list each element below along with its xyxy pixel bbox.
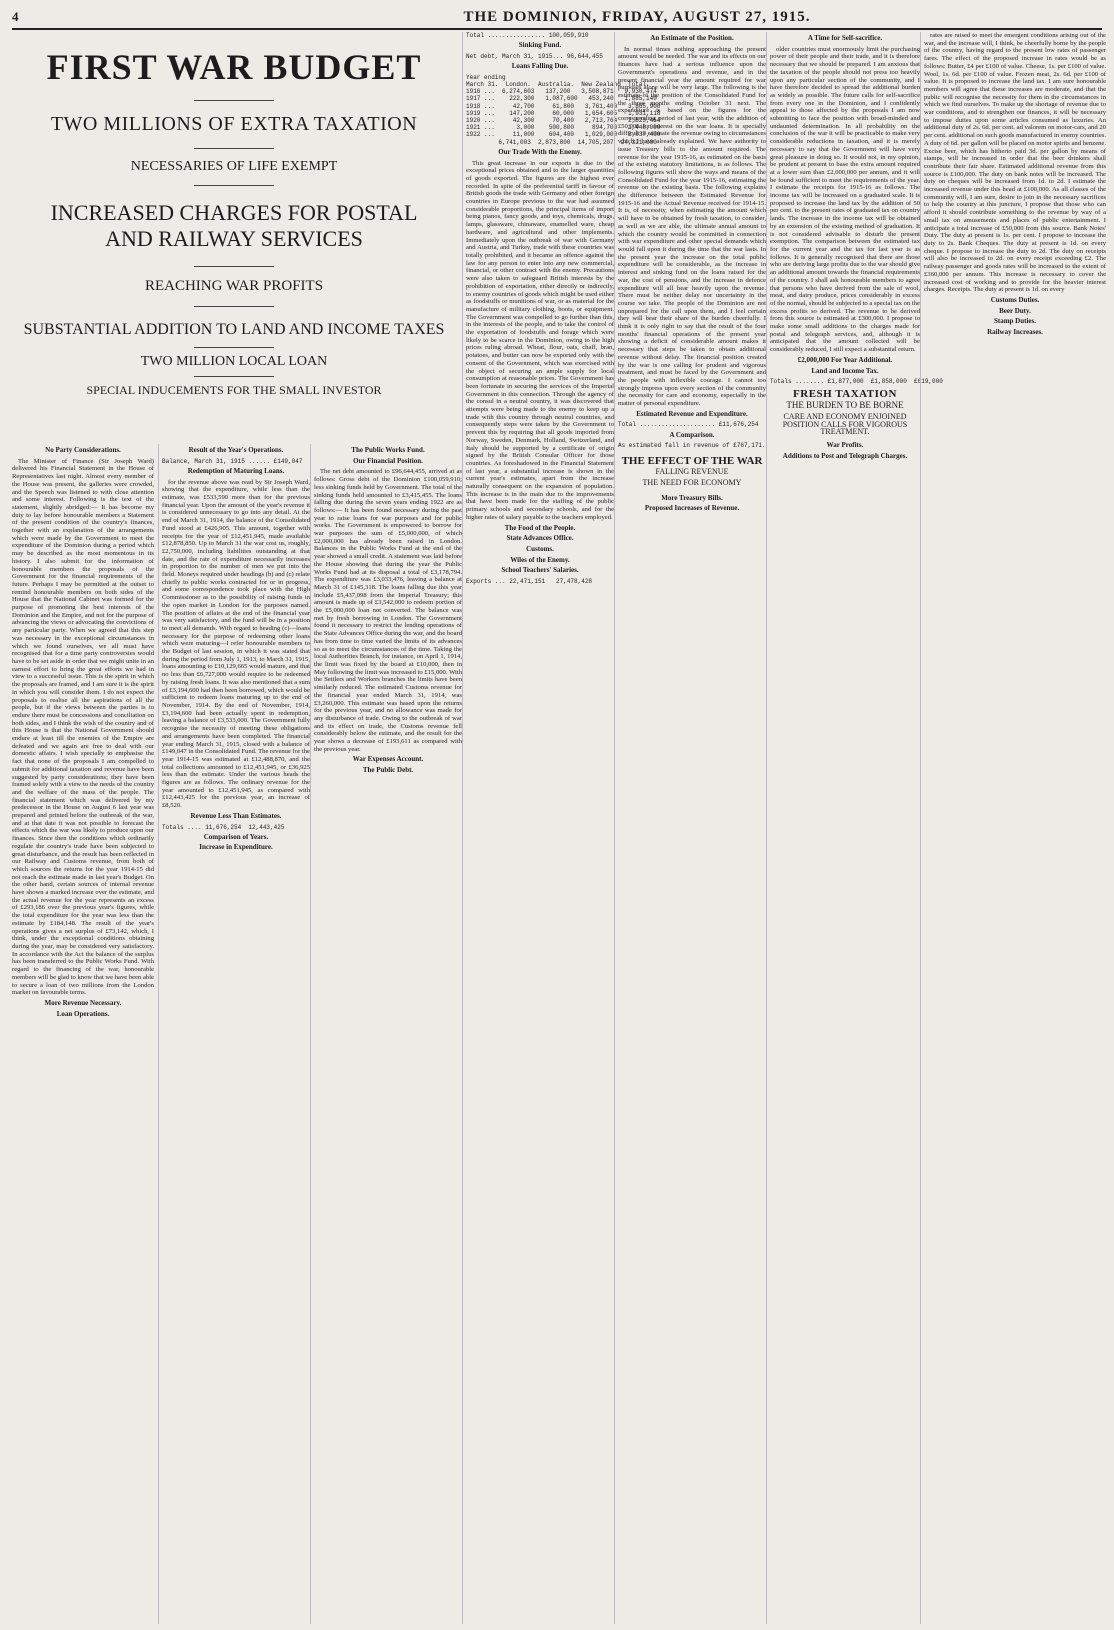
section-heading: Comparison of Years. [203, 832, 269, 841]
article-text: rates are raised to meet the emergent conditions arising out of the war, and the increase will, I think, be cheerfully borne by the people of the country, having regard to the present low rates of passenger fares. The effect of the proposed increase in rates would be as follows: Butter, £4 per £100 of value. Cheese, 1s. per £100 of value. Wool, 1s. 6d. per £100 of value. Frozen meat, 2s. 6d. per £100 of value. It is proposed to increase the land tax. I am sure honourable members will agree that these increases are moderate, and that the public will recognise the necessity for them in the circumstances in which we find ourselves. To make up the shortage of revenue due to war conditions, and to strengthen our finances, it will be necessary to impose duties upon some articles consumed as luxuries. An additional duty of 2s. 6d. per cent. ad valorem on motor-cars, and 20 per cent. additional on such goods manufactured in enemy countries. A duty of 6d. per gallon will be placed on motor spirits and benzene. Excise beer, which has hitherto paid 3d. per gallon by means of stamps, will be increased in order that the beer drinkers shall contribute their fair share. Estimated additional revenue from this source is £100,000. The duty on bank notes will be increased. The duty on cheques will be increased from 1d. to 2d. I estimate the increased revenue under this head at £100,000. As all classes of the community will, I am sure, desire to join in the necessary sacrifices to help the country at this juncture, I propose that those who can afford it should contribute something to the revenue by way of a small tax on amusements and places of public entertainment. I anticipate a total increase of £50,000 from this source. Bank Notes' Duty. The duty at present is 1s. per cent. I propose to increase the duty to 2s. Bank Cheques. The duty at present is 1d. on every cheque. I propose to increase the duty to 2d. The duty on receipts will also be increased to 2d. on every receipt exceeding £2. The railway passenger and goods rates will be increased to the extent of £360,000 per annum. This increase is necessary to cover the increased cost of working and to provide for the heavier interest charges. Receipts. The duty at present is 1d. on every [924, 32, 1106, 294]
section-heading: Customs Duties. [990, 295, 1040, 304]
section-heading: Railway Increases. [987, 328, 1043, 337]
section-heading: Loan Operations. [56, 1009, 110, 1018]
section-heading: Additions to Post and Telegraph Charges. [782, 451, 908, 460]
article-text: older countries must enormously limit the purchasing power of their people and their trade, and it is therefore necessary that we should be prepared. I am anxious that the taxation of the people should not press too heavily upon any particular section of the community, and I have therefore decided to spread the additional burden as widely as possible. The future calls for self-sacrifice from every one in the Dominion, and I confidently appeal to those affected by the proposals I am now submitting to face the position with broad-minded and undaunted determination. In all probability on the conclusion of the war it will be practicable to make very considerable reductions in taxation, and it is merely necessary to say that the Government will have very great pleasure in doing so. It would not, in my opinion, be prudent at present to base the extra amount required at a lower sum than £2,000,000 per annum, and it will be found sufficient to meet the requirements of the year. I estimate the receipts for 1915-16 as follows. The income tax will be increased on a graduated scale. It is proposed to increase the land tax by the addition of 50 per cent. to the present rates of graduated tax on country lands. The increase in the income tax will be obtained by an extension of the existing method of graduation. It is not considered advisable to disturb the present exemption. The comparison between the estimated tax for the current year and the tax for last year is as follows. It is generally recognised that there are those who are deriving large profits due to the war should give an additional amount towards the financial requirements of the country. I shall ask honourable members to agree that persons who have derived from the sale of wool, meat, and dairy produce, prices considerably in excess of the normal, should be subjected to a special tax on the excess profits so derived. The revenue to be derived from this source is estimated at £300,000. I propose to make some small additions to the charges made for postal and telegraph services, and, although it is anticipated that the amount collected will be considerably reduced, I still expect a substantial return. [770, 45, 920, 354]
headline-sub-4: REACHING WAR PROFITS [144, 278, 324, 294]
section-heading: Redemption of Maturing Loans. [187, 466, 285, 475]
column-4 [462, 32, 661, 1624]
article-text: In normal times nothing approaching the present amount would be needed. The war and its effects on our finances have had a serious influence upon the Government's operations and revenue, and in the present financial year the amount required for war purposes alone will be very large. The following is the estimate of the position of the Consolidated Fund for the three months ending October 31 next. The expenditure is based on the figures for the corresponding period of last year, with the addition of £50,000 for interest on the war loans. It is specially difficult to estimate the revenue owing to circumstances which I have already explained. We have authority to issue Treasury bills to the amount required. The revenue for the year 1915-16, as estimated on the basis of the existing statutory limitations, is as follows. The following figures will show the ways and means of the Consolidated Fund for the year 1915-16, estimating the revenue on the existing basis. The following explains the difference between the Estimated Revenue for 1915-16 and the Actual Revenue received for 1914-15. It is, of necessity, when estimating the amount which will have to be obtained by fresh taxation, to consider, as well as we are able, the ultimate annual amount to which the country would be committed in connection with war expenditure and other special demands which would fall upon it during the time that the war lasts. In the present year the increase on the total public expenditure will be considerable, as the increase in interest and sinking fund on the loans raised for the war, the cost of pensions, and the increase in defence expenditure will all bear heavily upon the revenue. There must be neither delay nor uncertainty in the course we take. The people of the Dominion are not unprepared for the call upon them, and I feel certain they will bear their share of the burden cheerfully. I think it is only right to say that the result of the four months' financial operations of the present year showing a deficit of considerable amount makes it necessary that steps be taken to obtain additional revenue without delay. The financial position created by the war is one calling for prudent and vigorous treatment, and must be faced by the Government and the people with inflexible courage. I cannot too strongly impress upon every section of the community the necessity for care and economy, especially in the matter of personal expenditure. [618, 45, 766, 408]
column-5 [614, 32, 766, 1624]
masthead [12, 6, 1102, 30]
article-text: for the revenue above was read by Sir Joseph Ward, showing that the expenditure, while less than the estimate, was £533,590 more than for the previous financial year. Upon the amount of the year's revenue it is considered unnecessary to go into any detail. At the end of March 31, 1914, the balance of the Consolidated Fund stood at £426,905. This amount, together with receipts for the year of £12,451,945, made available £12,878,850. Up to March 31 the war cost us, roughly, £2,750,000, including liabilities outstanding at that date, and the rate of expenditure necessarily increases in proportion to the number of men we put into the field. Moneys required under headings (b) and (c) relate chiefly to public works contracted for or in progress, and some correspondence took place with the High Commissioner as to the possibility of raising funds in the open market in London for the purposes named. The position of affairs at the end of the financial year was very satisfactory, and the fund will be in a position to meet all demands. With regard to heading (c)—loans necessary for the purpose of redeeming other loans which were maturing—I refer honourable members to the Budget of last session, in which it was stated that during the period from July 1, 1913, to March 31, 1915, loans amounting to £10,129,665 would mature, and that no less than £6,727,000 would require to be redeemed by raising fresh loans. It was also mentioned that a sum of £3,194,600 had then been borrowed, which would be sufficient to redeem loans maturing up to the end of November, 1914. By the end of November, 1914, £3,194,600 had been actually spent in redemption, leaving a balance of £3,533,000. The Government fully recognise the necessity of meeting these obligations and arrangements have been completed. The financial year ending March 31, 1915, closed with a balance of £149,047 in the Consolidated Fund. The revenue for the year 1914-15 was estimated at £12,488,870, and the total collections amounted to £12,451,945, or £36,925 less than the estimate. Under the various heads the figures are as follows. The ordinary revenue for the year amounted to £12,451,945, as compared with £12,443,425 for the previous year, an increase of £8,520. [162, 478, 310, 810]
effect-sub-2: THE NEED FOR ECONOMY [642, 477, 742, 487]
section-heading: More Revenue Necessary. [44, 998, 122, 1007]
article-text: This great increase in our exports is due to the exceptional prices obtained and to the larger quantities of goods exported. The figures are the highest ever recorded. In spite of the preferential tariff in favour of British goods the trade with Germany and other foreign countries in Europe previous to the war had assumed considerable proportions, the principal items of import being pianos, fancy goods, and toys, chemicals, drugs, lamps, glassware, chinaware, enamelled ware, cheap hardware, and agricultural and other implements. Immediately upon the outbreak of war with Germany and Austria, and Turkey, trade with these countries was totally prohibited, and it became an offence against the law for any person to enter into any new commercial, financial, or other contract with the enemy. Precautions were also taken to safeguard British interests by the prohibition of exportation, either directly or indirectly, to enemy countries of goods which might be used either as foodstuffs or munitions of war, or as material for the manufacture of military clothing, boots, or equipment. The Government was compelled to go further than this, in the interests of the people, and to take the control of the exportation of foodstuffs and forage which were likely to be scarce in the Dominion, owing to the high prices ruling abroad. Wheat, flour, oats, chaff, bran, potatoes, and butter can now be exported only with the consent of the Government, which was exercised with the object of securing an ample supply for local consumption at reasonable prices. The Government has been fortunate in securing the services of the Imperial Government in this connection. Through the agency of the consul in a neutral country, it was discovered that attempts were being made to the enemy to keep up a trade with this country through neutral countries, and consequently steps were taken by the Government to prevent this by requiring that all goods imported from Norway, Sweden, Denmark, Holland, Switzerland, and Italy should be supported by a certificate of origin signed by the British Consular Officer for those countries. As foreshadowed in the Financial Statement of last year, a substantial increase is shown in the current year's estimates, apart from the increase naturally consequent on the expansion of population. This increase is in the main due to the improvements that have been made for the staffing of the public primary schools and secondary schools, and for the higher rates of salary payable to the teachers employed. [466, 159, 614, 521]
section-heading: Increase in Expenditure. [199, 843, 273, 852]
fresh-sub-2: CARE AND ECONOMY ENJOINED [783, 411, 907, 421]
fresh-taxation-headline [770, 388, 920, 437]
column-6 [766, 32, 943, 1624]
fresh-sub-3: POSITION CALLS FOR VIGOROUS TREATMENT. [782, 419, 908, 437]
section-heading: Estimated Revenue and Expenditure. [636, 409, 748, 418]
fall-revenue: As estimated fall in revenue of £767,171. [618, 442, 766, 450]
article-text: The net debt amounted to £96,644,455, arrived at as follows: Gross debt of the Dominion £100,059,910; less sinking funds held by Government. The total of the sinking funds held amounted to £3,415,455. The loans falling due during the seven years ending 1922 are as follows:— It has been found necessary during the past year to raise loans for war purposes and for public works. The Government is empowered to borrow for war purposes the sum of £5,000,000, of which £2,000,000 has already been raised in London. Balances in the Public Works Fund at the end of the year showed a small credit. A statement was laid before the House showing that during the year the Public Works Fund had at its disposal a total of £3,178,794. The expenditure was £3,033,476, leaving a balance at March 31 of £145,318. The loans falling due this year include £5,437,098 from the Imperial Treasury; this amount is made up of £3,542,000 to redeem portion of the £5,000,000 loan not converted. The balance was met by fresh borrowing in London. The Government found it necessary to restrict the lending operations of the State Advances Office during the war, and the board has from time to time varied the limits of its advances so as to meet the circumstances of the time. Taking the local Authorities Branch, for instance, on April 1, 1914, the limit was fixed by the board at £10,000, then in May following the limit was increased to £15,000. With the Settlers and Workers branches the limits have been similarly reduced. The estimated Customs revenue for the financial year ended March 31, 1914, was £3,260,000. This estimate was based upon the returns for the previous year, and no allowance was made for any disturbance of trade. Owing to the outbreak of war and its effect on trade, the Customs revenue fell considerably below the estimate, and the result for the year shows a decrease of £193,611 as compared with the previous year. [314, 468, 462, 753]
section-heading: The Public Debt. [362, 766, 414, 775]
exports-line: Exports ... 22,471,151 27,478,428 [466, 578, 593, 586]
section-heading: Sinking Fund. [518, 41, 562, 50]
section-heading: Beer Duty. [999, 306, 1031, 315]
column-2 [158, 444, 310, 1624]
section-heading: School Teachers' Salaries. [501, 566, 579, 575]
section-heading: Wiles of the Enemy. [510, 555, 570, 564]
comparison-total: Totals .... 11,676,254 12,443,425 [162, 823, 285, 831]
estimated-total: Total ..................... £11,676,254 [618, 421, 759, 429]
section-heading: No Party Considerations. [45, 446, 121, 454]
headline-sub-6: TWO MILLION LOCAL LOAN [140, 354, 328, 369]
divider [194, 266, 274, 267]
loans-total: 6,741,003 2,873,800 14,705,207 24,321,000 [466, 138, 657, 146]
net-debt: Net debt, March 31, 1915... 96,644,455 [466, 52, 603, 60]
effect-sub-1: FALLING REVENUE [655, 467, 729, 477]
section-heading: Our Financial Position. [353, 456, 423, 465]
divider [194, 376, 274, 377]
effect-of-war-headline [618, 454, 766, 487]
fresh-sub-1: THE BURDEN TO BE BORNE [786, 400, 904, 411]
balance-line: Balance, March 31, 1915 ...... £149,047 [162, 457, 303, 465]
divider [194, 347, 274, 348]
headline-sub-3: INCREASED CHARGES FOR POSTAL AND RAILWAY SERVICES [50, 200, 418, 251]
section-heading: A Time for Self-sacrifice. [807, 34, 883, 42]
section-heading: £2,000,000 For Year Additional. [797, 355, 893, 364]
headline-main: FIRST WAR BUDGET [46, 47, 422, 87]
headline-sub-2: NECESSARIES OF LIFE EXEMPT [130, 159, 338, 174]
masthead-title: THE DOMINION, FRIDAY, AUGUST 27, 1915. [463, 8, 811, 25]
page-number: 4 [12, 9, 19, 24]
debt-total: Total ................ 100,059,910 [466, 32, 589, 39]
column-3 [310, 444, 462, 1624]
effect-title: THE EFFECT OF THE WAR [621, 454, 763, 467]
headline-sub-7: SPECIAL INDUCEMENTS FOR THE SMALL INVESTOR [86, 383, 382, 397]
headline-sub-5: SUBSTANTIAL ADDITION TO LAND AND INCOME TAXES [23, 321, 445, 338]
headline-sub-1: TWO MILLIONS OF EXTRA TAXATION [50, 113, 418, 135]
section-heading: A Comparison. [669, 430, 715, 439]
section-heading: Loans Falling Due. [511, 62, 569, 71]
column-7 [920, 32, 1106, 1624]
divider [194, 148, 274, 149]
column-1 [12, 444, 154, 1624]
section-heading: State Advances Office. [506, 534, 574, 543]
section-heading: War Expenses Account. [352, 755, 424, 764]
section-heading: More Treasury Bills. [661, 493, 723, 502]
loans-table: Year ending March 31. London. Australia. New Zealand Total. 1916 ... 6,274,603 137,200 3,508,871 9,930,474 1917 ... 222,300 1,087,600 453,240 1,885,140 1918 ... 42,700 61,800 3,761,400 3,865,900 1919 ... 147,200 60,000 1,654,605 1,931,118 1920 ... 42,300 70,400 2,713,764 2,823,464 1921 ... 3,000 500,800 894,700 1,448,000 1922 ... 11,000 604,400 1,029,000 2,037,400 [466, 73, 661, 139]
section-heading: War Profits. [826, 440, 864, 449]
fresh-title: FRESH TAXATION [793, 388, 897, 401]
section-heading: Result of the Year's Operations. [188, 446, 284, 454]
section-heading: Stamp Duties. [993, 317, 1036, 326]
divider [194, 100, 274, 101]
section-heading: Land and Income Tax. [811, 366, 879, 375]
article-text: The Minister of Finance (Sir Joseph Ward) delivered his Financial Statement in the House of Representatives last night. Almost every member of the House was present, the galleries were crowded, and the Speech was listened to with close attention and some interest. Following is the text of the statement, slightly abridged:— It has become my duty to lay before honourable members a Statement of the present condition of the country's finances, together with an explanation of the arrangements which were made by the Government to meet the expenditure of the Dominion during a period which may be described as the most momentous in its history. I also submit for the information of honourable members the proposals of the Government for the financial requirements of the future. Perhaps I may be permitted at the outset to remind honourable members on both sides of the House that the National Cabinet was formed for the purpose of promoting the best interests of the Dominion and the Empire, and not for the purpose of advancing the views or advocating the convictions of any particular party. When we agreed that this step was necessary in the exceptional circumstances in which we found ourselves, we all must have recognised that for a time party controversies would have to be set aside in order that we might unite in an earnest effort to bring the great efforts we had in view to a successful issue. This is the spirit in which the proposals are framed, and I am sure it is the spirit in which you will consider them. I do not expect the proposals to realise all the aspirations of all the people, but if the views between the parties is to endure there must be concessions and conciliation on both sides, and I think the wish of the country and of this House is that the National Government should endure at least till the enemies of the Empire are defeated and we again are free to deal with our domestic affairs. I wish specially to emphasise the fact that none of the proposals I am compelled to submit for additional taxation and revenue have been suggested by party considerations; they have been framed solely with a view to the needs of the country and the welfare of the mass of the people. The financial statement which was delivered by my predecessor in the House on August 6 last year was prepared and printed before the outbreak of the war, and at that date it was not possible to forecast the effects which the war was likely to produce upon our finances. Since then the conditions which ordinarily regulate the country's trade have been subjected to great disturbance, and the result has been reflected in our Railway and Customs revenue, from both of which sources the returns for the year 1914-15 did not reach the estimate made in last year's Budget. On the other hand, certain sources of internal revenue have shown a marked increase over the estimate, and the actual revenue for the year represents an excess of £293,186 over the previous year's figures, while the total expenditure for the year was less than the estimate by £184,148. The result of the year's operations gives a net surplus of £73,142, which, I think, under the exceptional conditions obtaining during the year, may be considered very satisfactory. In accordance with the Act the balance of the surplus has been transferred to the Public Works Fund. With regard to the financing of the war, honourable members will be glad to know that we have been able to secure a loan of two millions from the London market on favourable terms. [12, 457, 154, 997]
section-heading: Our Trade With the Enemy. [498, 147, 582, 156]
section-heading: Customs. [526, 545, 554, 553]
tax-totals: Totals ........ £1,877,000 £1,858,000 £619,000 [770, 378, 943, 386]
section-heading: The Public Works Fund. [351, 446, 425, 454]
section-heading: An Estimate of the Position. [650, 34, 734, 42]
section-heading: Proposed Increases of Revenue. [644, 504, 740, 513]
section-heading: Revenue Less Than Estimates. [190, 811, 282, 820]
divider [194, 185, 274, 186]
divider [194, 306, 274, 307]
section-heading: The Food of the People. [504, 523, 576, 532]
headline-block [12, 32, 456, 437]
